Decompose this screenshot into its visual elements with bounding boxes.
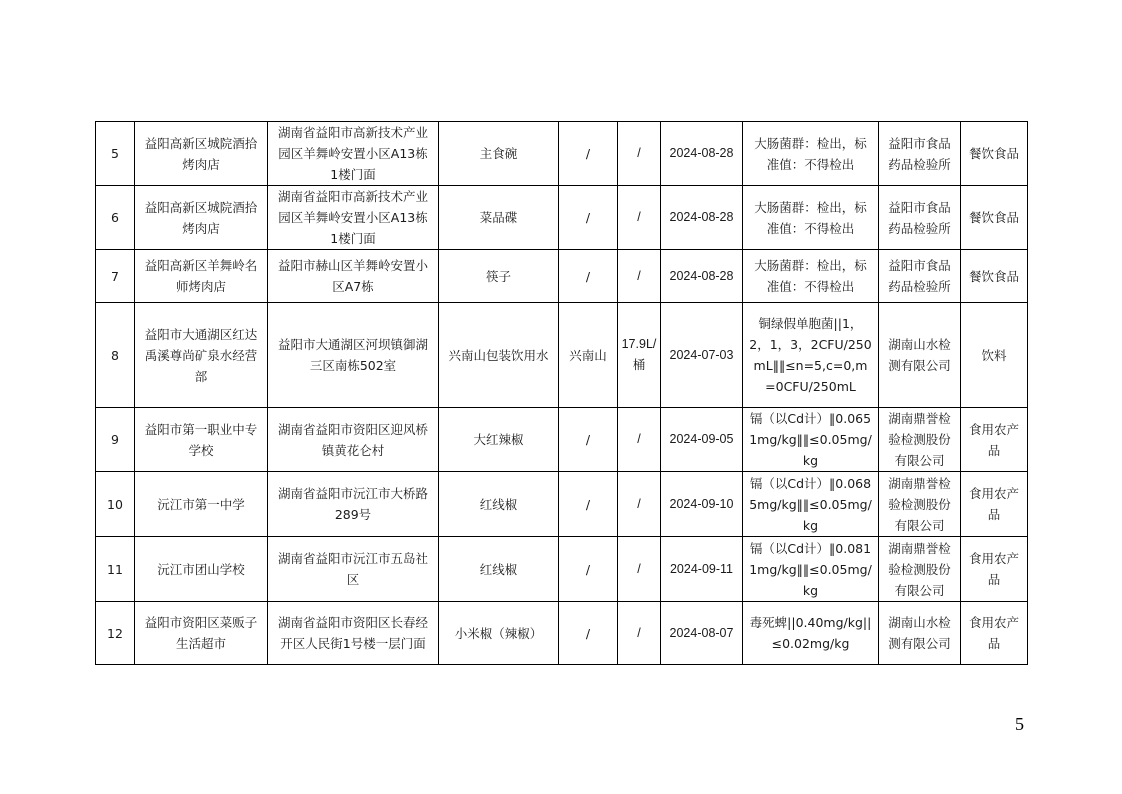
cell-category: 食用农产品 xyxy=(961,472,1028,537)
cell-product: 红线椒 xyxy=(439,537,559,602)
table-row xyxy=(96,250,1028,303)
cell-result: 毒死蜱||0.40mg/kg||≤0.02mg/kg xyxy=(743,602,879,665)
cell-address: 湖南省益阳市资阳区长春经开区人民街1号楼一层门面 xyxy=(268,602,439,665)
cell-date: 2024-08-28 xyxy=(661,186,743,250)
cell-date: 2024-09-10 xyxy=(661,472,743,537)
cell-category: 饮料 xyxy=(961,303,1028,408)
cell-address: 湖南省益阳市沅江市五岛社区 xyxy=(268,537,439,602)
cell-product: 菜品碟 xyxy=(439,186,559,250)
cell-name: 益阳高新区城院酒拾烤肉店 xyxy=(135,186,268,250)
cell-brand: / xyxy=(559,537,618,602)
cell-spec: / xyxy=(618,122,661,186)
cell-product: 大红辣椒 xyxy=(439,408,559,472)
cell-agency: 湖南鼎誉检验检测股份有限公司 xyxy=(879,408,961,472)
cell-date: 2024-08-28 xyxy=(661,250,743,303)
cell-category: 餐饮食品 xyxy=(961,186,1028,250)
cell-result: 铜绿假单胞菌||1，2，1，3，2CFU/250mL‖‖≤n=5,c=0,m=0CFU/250mL xyxy=(743,303,879,408)
cell-product: 小米椒（辣椒） xyxy=(439,602,559,665)
cell-name: 益阳高新区羊舞岭名师烤肉店 xyxy=(135,250,268,303)
cell-name: 益阳市大通湖区红达禹溪尊尚矿泉水经营部 xyxy=(135,303,268,408)
cell-spec: 17.9L/桶 xyxy=(618,303,661,408)
cell-brand: / xyxy=(559,122,618,186)
cell-brand: / xyxy=(559,602,618,665)
table-body xyxy=(96,122,1028,665)
cell-spec: / xyxy=(618,602,661,665)
cell-name: 益阳市资阳区菜贩子生活超市 xyxy=(135,602,268,665)
table-row xyxy=(96,186,1028,250)
cell-result: 镉（以Cd计）‖0.0811mg/kg‖‖≤0.05mg/kg xyxy=(743,537,879,602)
cell-agency: 湖南山水检测有限公司 xyxy=(879,602,961,665)
cell-result: 大肠菌群：检出，标准值：不得检出 xyxy=(743,122,879,186)
cell-category: 餐饮食品 xyxy=(961,250,1028,303)
cell-no: 5 xyxy=(96,122,135,186)
inspection-results-table xyxy=(95,121,1028,665)
cell-result: 大肠菌群：检出，标准值：不得检出 xyxy=(743,250,879,303)
cell-agency: 湖南鼎誉检验检测股份有限公司 xyxy=(879,472,961,537)
cell-name: 沅江市团山学校 xyxy=(135,537,268,602)
cell-date: 2024-09-05 xyxy=(661,408,743,472)
cell-name: 沅江市第一中学 xyxy=(135,472,268,537)
cell-agency: 益阳市食品药品检验所 xyxy=(879,250,961,303)
cell-name: 益阳市第一职业中专学校 xyxy=(135,408,268,472)
cell-date: 2024-08-07 xyxy=(661,602,743,665)
cell-brand: 兴南山 xyxy=(559,303,618,408)
cell-address: 益阳市大通湖区河坝镇御湖三区南栋502室 xyxy=(268,303,439,408)
cell-result: 大肠菌群：检出，标准值：不得检出 xyxy=(743,186,879,250)
cell-spec: / xyxy=(618,250,661,303)
cell-product: 兴南山包装饮用水 xyxy=(439,303,559,408)
cell-no: 9 xyxy=(96,408,135,472)
cell-agency: 湖南鼎誉检验检测股份有限公司 xyxy=(879,537,961,602)
cell-agency: 益阳市食品药品检验所 xyxy=(879,186,961,250)
cell-brand: / xyxy=(559,186,618,250)
cell-spec: / xyxy=(618,186,661,250)
cell-no: 10 xyxy=(96,472,135,537)
cell-date: 2024-09-11 xyxy=(661,537,743,602)
table-row xyxy=(96,602,1028,665)
cell-spec: / xyxy=(618,537,661,602)
cell-result: 镉（以Cd计）‖0.0651mg/kg‖‖≤0.05mg/kg xyxy=(743,408,879,472)
table-row xyxy=(96,122,1028,186)
cell-result: 镉（以Cd计）‖0.0685mg/kg‖‖≤0.05mg/kg xyxy=(743,472,879,537)
table-row xyxy=(96,408,1028,472)
cell-product: 主食碗 xyxy=(439,122,559,186)
page-number: 5 xyxy=(1015,714,1024,734)
cell-agency: 益阳市食品药品检验所 xyxy=(879,122,961,186)
cell-spec: / xyxy=(618,408,661,472)
cell-address: 湖南省益阳市高新技术产业园区羊舞岭安置小区A13栋1楼门面 xyxy=(268,122,439,186)
table-row xyxy=(96,537,1028,602)
cell-address: 湖南省益阳市沅江市大桥路289号 xyxy=(268,472,439,537)
cell-date: 2024-08-28 xyxy=(661,122,743,186)
cell-product: 红线椒 xyxy=(439,472,559,537)
cell-no: 11 xyxy=(96,537,135,602)
cell-category: 食用农产品 xyxy=(961,537,1028,602)
cell-no: 8 xyxy=(96,303,135,408)
cell-date: 2024-07-03 xyxy=(661,303,743,408)
table-row xyxy=(96,303,1028,408)
cell-category: 食用农产品 xyxy=(961,408,1028,472)
cell-agency: 湖南山水检测有限公司 xyxy=(879,303,961,408)
cell-name: 益阳高新区城院酒拾烤肉店 xyxy=(135,122,268,186)
cell-no: 7 xyxy=(96,250,135,303)
cell-spec: / xyxy=(618,472,661,537)
cell-brand: / xyxy=(559,250,618,303)
cell-category: 餐饮食品 xyxy=(961,122,1028,186)
cell-address: 湖南省益阳市资阳区迎风桥镇黄花仑村 xyxy=(268,408,439,472)
cell-no: 12 xyxy=(96,602,135,665)
cell-address: 湖南省益阳市高新技术产业园区羊舞岭安置小区A13栋1楼门面 xyxy=(268,186,439,250)
cell-brand: / xyxy=(559,408,618,472)
cell-no: 6 xyxy=(96,186,135,250)
table-row xyxy=(96,472,1028,537)
cell-product: 筷子 xyxy=(439,250,559,303)
cell-brand: / xyxy=(559,472,618,537)
cell-category: 食用农产品 xyxy=(961,602,1028,665)
cell-address: 益阳市赫山区羊舞岭安置小区A7栋 xyxy=(268,250,439,303)
